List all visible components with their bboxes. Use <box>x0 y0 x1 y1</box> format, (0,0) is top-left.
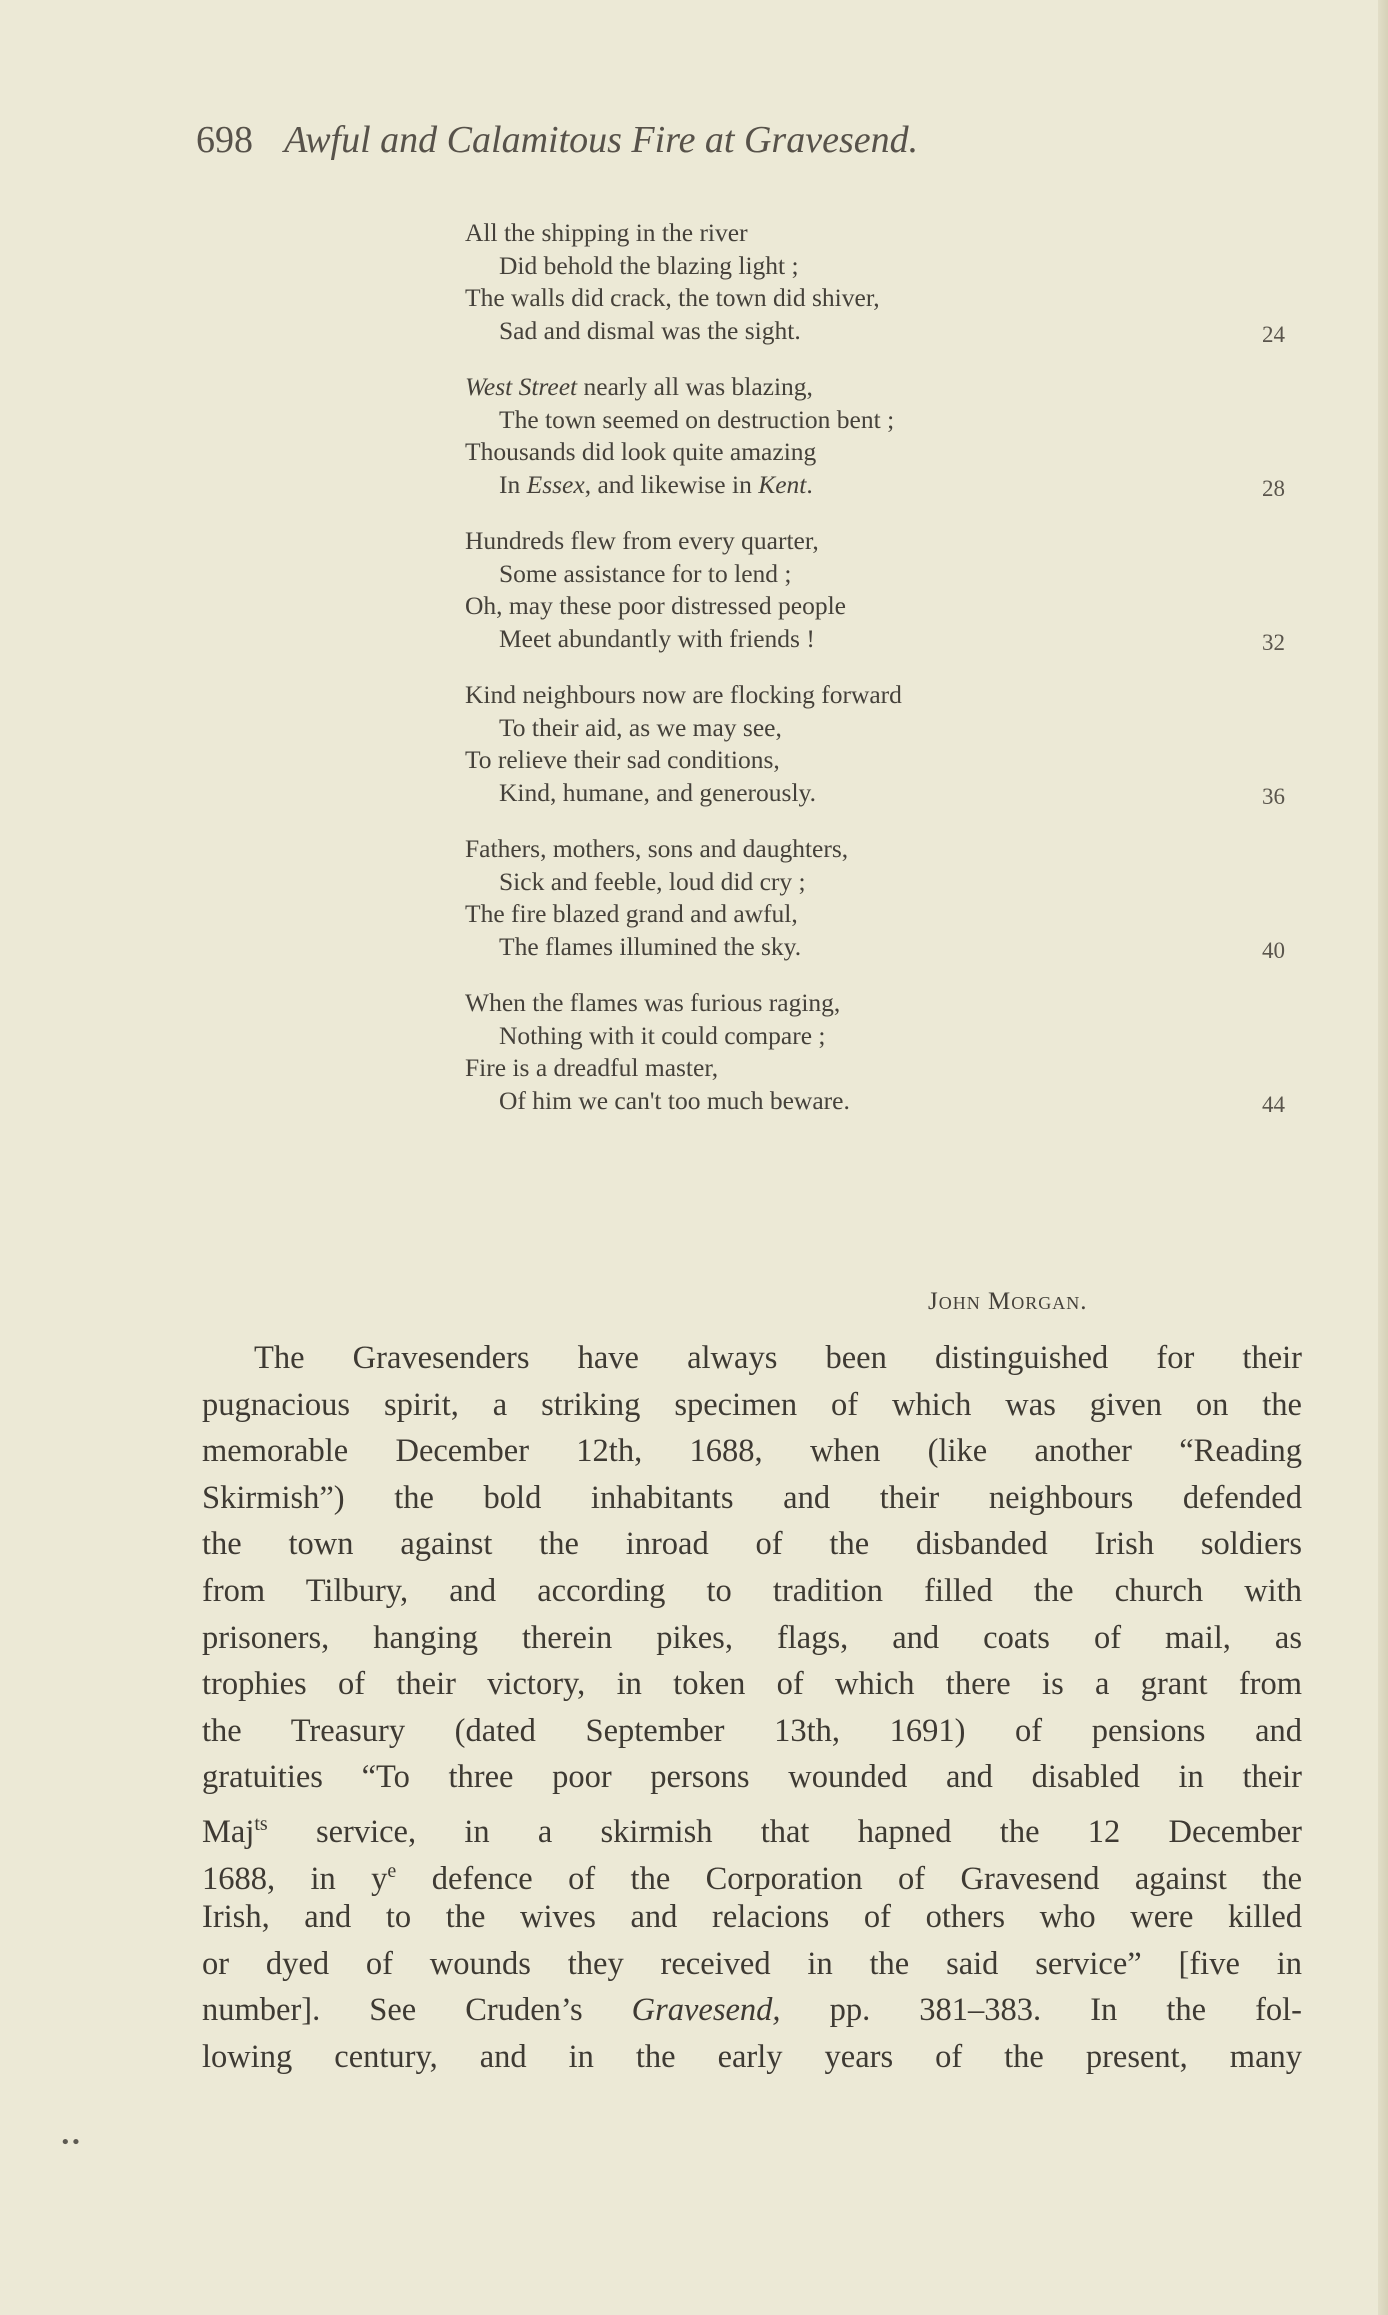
paragraph-line: the town against the inroad of the disbanded Irish soldiers <box>202 1526 1302 1563</box>
poem-line-text: nearly all was blazing, <box>577 372 813 401</box>
poem-line-text: . <box>806 469 813 499</box>
paragraph-line <box>202 1987 1302 2034</box>
poem-line-text: Of him we can't too much beware. <box>499 1085 850 1115</box>
line-number: 36 <box>1262 783 1285 809</box>
poem-line: All the shipping in the river <box>465 218 748 247</box>
poem-line: To relieve their sad conditions, <box>465 745 780 774</box>
line-text: Maj <box>202 1813 255 1850</box>
line-number: 40 <box>1262 937 1285 963</box>
superscript: e <box>387 1859 397 1882</box>
poem-line <box>465 469 1295 502</box>
book-title: Gravesend, <box>631 1992 781 2029</box>
poem-line-text: Kind, humane, and generously. <box>499 777 817 807</box>
paragraph-line: Irish, and to the wives and relacions of others who were killed <box>202 1899 1302 1936</box>
place-name: Essex <box>526 469 585 499</box>
paragraph-line: The Gravesenders have always been distinguished for their <box>254 1340 1302 1376</box>
stanza <box>465 371 1295 501</box>
poem-line: When the flames was furious raging, <box>465 988 841 1017</box>
poem-line <box>465 623 1295 656</box>
poem-line <box>465 1085 1295 1118</box>
paragraph-line: prisoners, hanging therein pikes, flags, and coats of mail, as <box>202 1619 1302 1656</box>
ink-smudge: •• <box>60 2132 82 2153</box>
stanza <box>465 679 1295 809</box>
poem-line: The fire blazed grand and awful, <box>465 899 798 928</box>
paragraph-line: or dyed of wounds they received in the said service” [five in <box>202 1945 1302 1982</box>
line-text: number]. See Cruden’s <box>202 1992 632 2029</box>
line-text: pp. 381–383. In the fol- <box>780 1992 1302 2029</box>
stanza <box>465 987 1295 1117</box>
line-number: 32 <box>1262 629 1285 655</box>
poem-line: To their aid, as we may see, <box>499 712 782 742</box>
page-edge <box>1378 0 1388 2315</box>
poem-line: Nothing with it could compare ; <box>499 1020 826 1050</box>
line-text: service, in a skirmish that hapned the 12 December <box>267 1813 1302 1850</box>
paragraph-line: trophies of their victory, in token of which there is a grant from <box>202 1666 1302 1703</box>
poem-line <box>465 371 1295 404</box>
poem-line: Kind neighbours now are flocking forward <box>465 680 902 709</box>
poem-line: Fathers, mothers, sons and daughters, <box>465 834 849 863</box>
poem-line: Some assistance for to lend ; <box>499 558 792 588</box>
line-number: 28 <box>1262 475 1285 501</box>
poem-line: Oh, may these poor distressed people <box>465 591 846 620</box>
stanza <box>465 833 1295 963</box>
paragraph-line: the Treasury (dated September 13th, 1691) of pensions and <box>202 1712 1302 1749</box>
poem-line: Sick and feeble, loud did cry ; <box>499 866 806 896</box>
stanza <box>465 217 1295 347</box>
body-paragraph <box>202 1335 1302 2081</box>
paragraph-line <box>202 1848 1302 1895</box>
poem-line: Hundreds flew from every quarter, <box>465 526 819 555</box>
poem-line <box>465 777 1295 810</box>
poem-line <box>465 315 1295 348</box>
paragraph-line: memorable December 12th, 1688, when (like another “Reading <box>202 1433 1302 1470</box>
poem-line: Fire is a dreadful master, <box>465 1053 719 1082</box>
paragraph-line: pugnacious spirit, a striking specimen of which was given on the <box>202 1386 1302 1423</box>
poem-line: The walls did crack, the town did shiver, <box>465 283 880 312</box>
running-title: Awful and Calamitous Fire at Gravesend. <box>284 119 919 161</box>
line-number: 24 <box>1262 321 1285 347</box>
line-number: 44 <box>1262 1091 1285 1117</box>
poem-line-text: , and likewise in <box>584 469 759 499</box>
paragraph-line <box>202 1801 1302 1848</box>
superscript: ts <box>254 1812 268 1835</box>
poem-line-text: Sad and dismal was the sight. <box>499 315 801 345</box>
poem-attribution: John Morgan. <box>928 1288 1088 1315</box>
paragraph-line: Skirmish”) the bold inhabitants and their neighbours defended <box>202 1479 1302 1516</box>
page-number: 698 <box>196 119 253 161</box>
poem-line <box>465 931 1295 964</box>
paragraph-line: from Tilbury, and according to tradition filled the church with <box>202 1572 1302 1609</box>
paragraph-line: lowing century, and in the early years of the present, many <box>202 2038 1302 2075</box>
line-text: defence of the Corporation of Gravesend against the <box>396 1860 1302 1897</box>
poem-line-text: Meet abundantly with friends ! <box>499 623 815 653</box>
poem <box>465 217 1295 1141</box>
running-header <box>196 118 1196 162</box>
street-name: West Street <box>465 372 578 401</box>
poem-line-text: In <box>499 469 527 499</box>
line-text: 1688, in y <box>202 1860 388 1897</box>
poem-line: Thousands did look quite amazing <box>465 437 817 466</box>
stanza <box>465 525 1295 655</box>
paragraph-line: gratuities “To three poor persons wounded and disabled in their <box>202 1759 1302 1796</box>
poem-line-text: The flames illumined the sky. <box>499 931 802 961</box>
place-name: Kent <box>758 469 807 499</box>
poem-line: The town seemed on destruction bent ; <box>499 404 895 434</box>
poem-line: Did behold the blazing light ; <box>499 250 799 280</box>
